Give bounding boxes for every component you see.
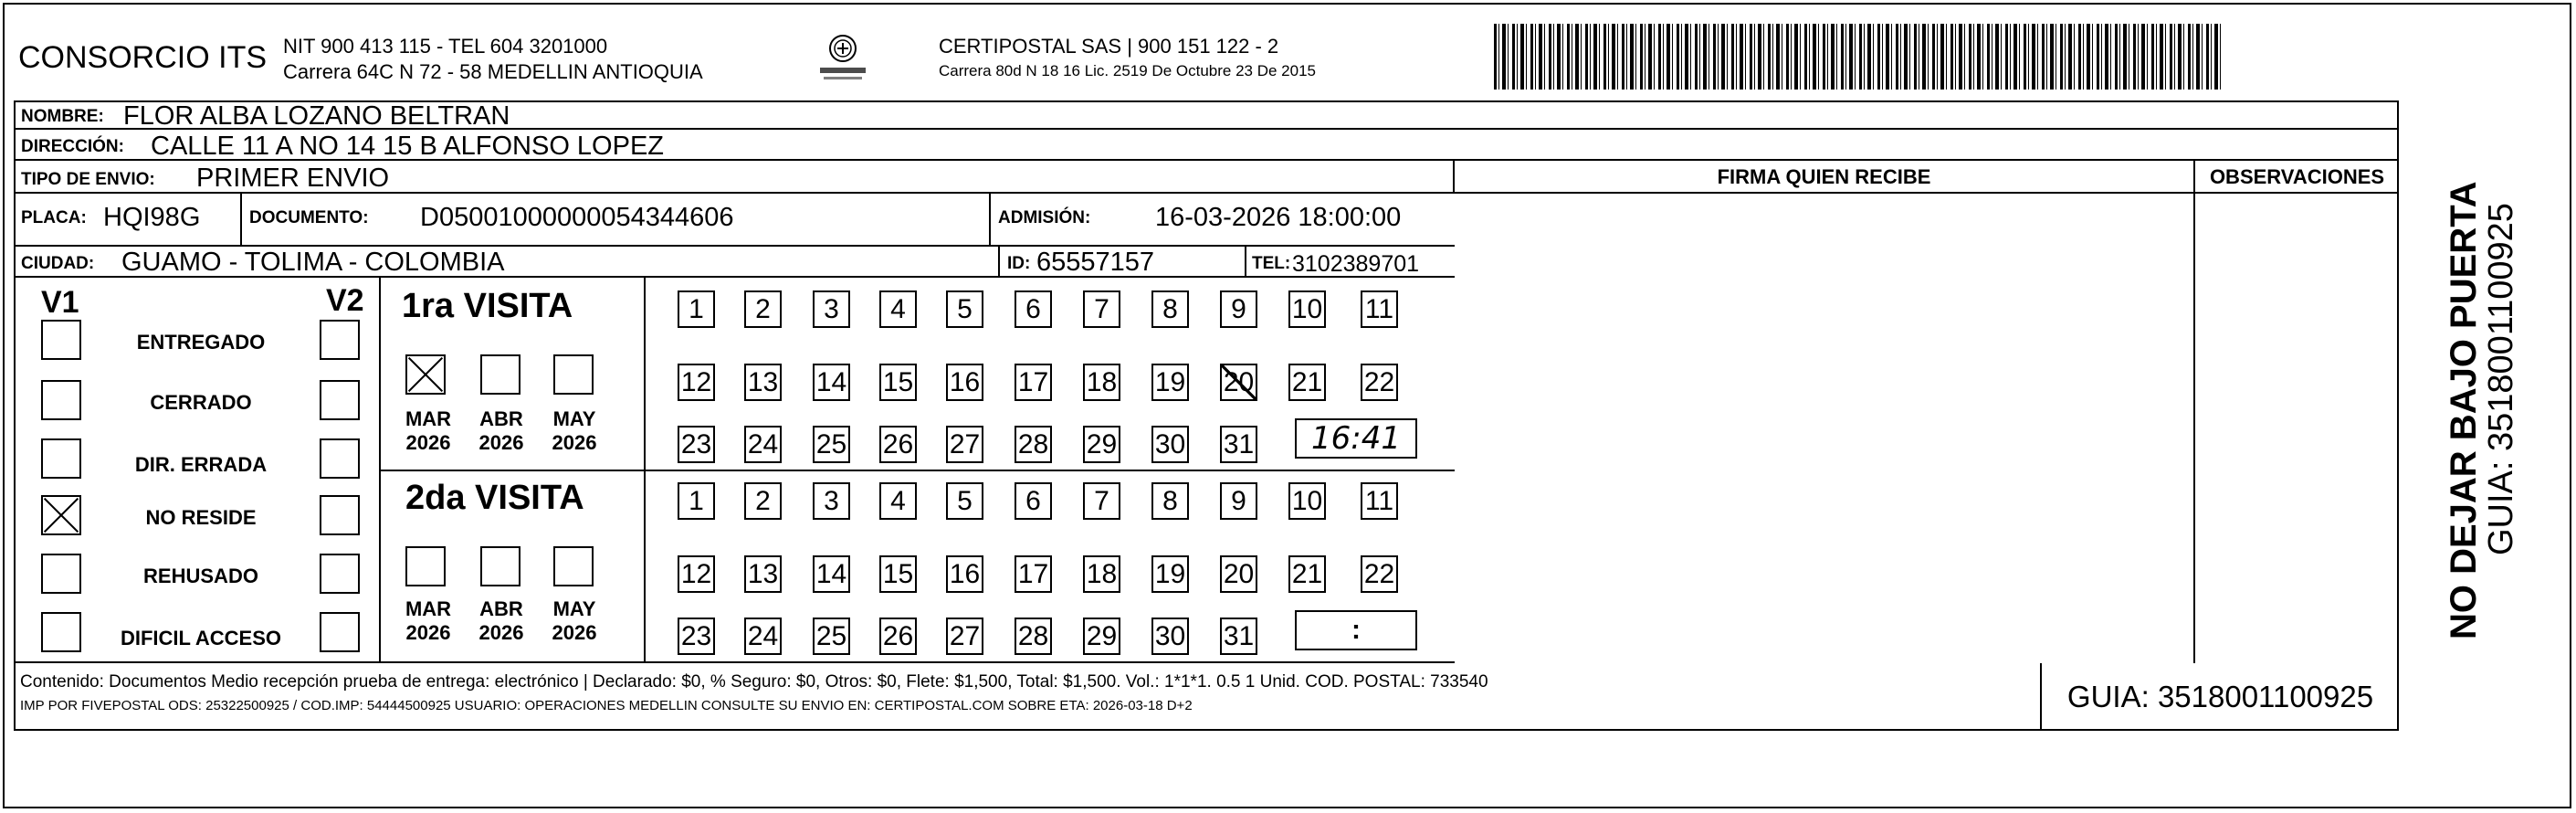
visit-2-month-abr: ABR 2026 [478, 597, 524, 644]
visit-2-day-6[interactable]: 6 [1015, 482, 1052, 520]
company-address: Carrera 64C N 72 - 58 MEDELLIN ANTIOQUIA [283, 60, 703, 83]
visit-2-day-3[interactable]: 3 [813, 482, 850, 520]
row-tipo [14, 161, 1455, 194]
v2-checkbox-rehusado[interactable] [320, 554, 360, 594]
visit-2-month-mar-checkbox[interactable] [405, 546, 446, 586]
visit-1-day-11[interactable]: 11 [1361, 290, 1398, 328]
visit-2-day-12[interactable]: 12 [678, 555, 715, 593]
visit-2-day-13[interactable]: 13 [744, 555, 782, 593]
admision-value: 16-03-2026 18:00:00 [1155, 203, 1402, 232]
visit-2-day-8[interactable]: 8 [1151, 482, 1189, 520]
placa-value: HQI98G [103, 203, 201, 232]
visit-1-day-28[interactable]: 28 [1015, 426, 1052, 463]
visit-2-day-31[interactable]: 31 [1220, 618, 1257, 655]
visit-1-day-27[interactable]: 27 [946, 426, 983, 463]
visit-2-day-7[interactable]: 7 [1083, 482, 1120, 520]
row-placa [14, 194, 1455, 247]
visit-1-day-5[interactable]: 5 [946, 290, 983, 328]
visit-2-day-5[interactable]: 5 [946, 482, 983, 520]
visit-2-day-30[interactable]: 30 [1151, 618, 1189, 655]
visit-1-month-mar: MAR 2026 [405, 407, 452, 454]
v1-checkbox-entregado[interactable] [41, 320, 81, 360]
visit-1-day-18[interactable]: 18 [1083, 364, 1120, 401]
id-value: 65557157 [1036, 248, 1155, 277]
company-nit: NIT 900 413 115 - TEL 604 3201000 [283, 35, 608, 58]
visit-2-month-abr-checkbox[interactable] [480, 546, 520, 586]
v1-checkbox-dificil-acceso[interactable] [41, 612, 81, 652]
visit-1-day-14[interactable]: 14 [813, 364, 850, 401]
visit-1-day-29[interactable]: 29 [1083, 426, 1120, 463]
visit-1-day-3[interactable]: 3 [813, 290, 850, 328]
id-label: ID: [1007, 254, 1031, 273]
firma-column [1455, 161, 2195, 663]
visit-1-day-12[interactable]: 12 [678, 364, 715, 401]
v2-checkbox-dir-errada[interactable] [320, 438, 360, 479]
nombre-value: FLOR ALBA LOZANO BELTRAN [123, 101, 510, 131]
visit-1-month-may-checkbox[interactable] [553, 354, 594, 395]
barcode [1494, 24, 2222, 90]
visit-1-day-30[interactable]: 30 [1151, 426, 1189, 463]
v2-checkbox-no-reside[interactable] [320, 495, 360, 535]
v2-checkbox-cerrado[interactable] [320, 380, 360, 420]
firma-header: FIRMA QUIEN RECIBE [1455, 161, 2193, 194]
footer-line-2: IMP POR FIVEPOSTAL ODS: 25322500925 / COD.IMP: 54444500925 USUARIO: OPERACIONES MEDELLIN CONSULTE SU ENVIO EN: CERTIPOSTAL.COM SOBRE ETA: 2026-03-18 D+2 [20, 698, 1193, 713]
visit-2-day-25[interactable]: 25 [813, 618, 850, 655]
visit-2-month-mar: MAR 2026 [405, 597, 452, 644]
visit-2-month-may: MAY 2026 [552, 597, 597, 644]
visit-2-day-14[interactable]: 14 [813, 555, 850, 593]
visit-1-day-19[interactable]: 19 [1151, 364, 1189, 401]
visit-1-month-abr-checkbox[interactable] [480, 354, 520, 395]
tipo-label: TIPO DE ENVIO: [21, 170, 155, 189]
visit-1-title: 1ra VISITA [402, 287, 573, 325]
visit-1-month-may: MAY 2026 [552, 407, 597, 454]
v1-checkbox-rehusado[interactable] [41, 554, 81, 594]
visit-1-day-7[interactable]: 7 [1083, 290, 1120, 328]
row-nombre [14, 100, 2399, 130]
v1-checkbox-dir-errada[interactable] [41, 438, 81, 479]
observaciones-column [2195, 161, 2399, 663]
visit-1-day-22[interactable]: 22 [1361, 364, 1398, 401]
v2-checkbox-dificil-acceso[interactable] [320, 612, 360, 652]
direccion-label: DIRECCIÓN: [21, 137, 124, 156]
side-warning: NO DEJAR BAJO PUERTA [2444, 181, 2484, 639]
visit-2-day-28[interactable]: 28 [1015, 618, 1052, 655]
visit-1-day-17[interactable]: 17 [1015, 364, 1052, 401]
visit-1-day-26[interactable]: 26 [879, 426, 917, 463]
visit-1-day-6[interactable]: 6 [1015, 290, 1052, 328]
v2-checkbox-entregado[interactable] [320, 320, 360, 360]
visit-1-day-10[interactable]: 10 [1288, 290, 1326, 328]
v2-label: V2 [326, 283, 364, 318]
visit-2-day-17[interactable]: 17 [1015, 555, 1052, 593]
tipo-value: PRIMER ENVIO [196, 164, 390, 193]
visit-1-day-8[interactable]: 8 [1151, 290, 1189, 328]
visit-1-day-25[interactable]: 25 [813, 426, 850, 463]
visit-1-time: 16:41 [1311, 420, 1401, 457]
status-label-entregado: ENTREGADO [136, 331, 266, 354]
placa-label: PLACA: [21, 208, 87, 227]
visit-1-day-4[interactable]: 4 [879, 290, 917, 328]
status-label-dificil-acceso: DIFICIL ACCESO [120, 627, 281, 649]
visit-2-day-19[interactable]: 19 [1151, 555, 1189, 593]
visit-2-day-26[interactable]: 26 [879, 618, 917, 655]
ciudad-value: GUAMO - TOLIMA - COLOMBIA [121, 248, 505, 277]
visit-2-time: : [1351, 615, 1361, 645]
visit-1-day-2[interactable]: 2 [744, 290, 782, 328]
visit-2-day-15[interactable]: 15 [879, 555, 917, 593]
visit-2-day-10[interactable]: 10 [1288, 482, 1326, 520]
visit-1-day-23[interactable]: 23 [678, 426, 715, 463]
status-label-no-reside: NO RESIDE [145, 506, 257, 529]
visit-2-time-box[interactable] [1295, 610, 1417, 650]
admision-label: ADMISIÓN: [998, 208, 1091, 227]
carrier-name: CERTIPOSTAL SAS | 900 151 122 - 2 [939, 35, 1279, 58]
visit-2-day-9[interactable]: 9 [1220, 482, 1257, 520]
observaciones-header: OBSERVACIONES [2195, 161, 2399, 194]
visit-1-day-9[interactable]: 9 [1220, 290, 1257, 328]
visit-1-day-16[interactable]: 16 [946, 364, 983, 401]
visit-2-day-22[interactable]: 22 [1361, 555, 1398, 593]
visit-1-month-mar-checkbox[interactable] [405, 354, 446, 395]
status-label-rehusado: REHUSADO [143, 565, 258, 587]
nombre-label: NOMBRE: [21, 107, 104, 126]
visit-2-day-1[interactable]: 1 [678, 482, 715, 520]
visit-2-day-29[interactable]: 29 [1083, 618, 1120, 655]
visit-2-day-21[interactable]: 21 [1288, 555, 1326, 593]
visit-2-month-may-checkbox[interactable] [553, 546, 594, 586]
footer-guia-box [2040, 663, 2399, 731]
visit-1-day-31[interactable]: 31 [1220, 426, 1257, 463]
visit-1-day-24[interactable]: 24 [744, 426, 782, 463]
documento-label: DOCUMENTO: [249, 208, 369, 227]
side-guia: GUIA: 3518001100925 [2482, 203, 2520, 555]
direccion-value: CALLE 11 A NO 14 15 B ALFONSO LOPEZ [151, 132, 665, 161]
visit-1-month-abr: ABR 2026 [478, 407, 524, 454]
footer-guia: GUIA: 3518001100925 [2066, 680, 2374, 713]
v1-checkbox-cerrado[interactable] [41, 380, 81, 420]
row-ciudad [14, 247, 1455, 278]
tel-label: TEL: [1252, 254, 1291, 273]
visit-1-time-box[interactable] [1295, 418, 1417, 459]
visit-2-title: 2da VISITA [405, 479, 584, 517]
visit-2-day-20[interactable]: 20 [1220, 555, 1257, 593]
visit-1-day-20[interactable]: 20 [1220, 364, 1257, 401]
visit-1-day-1[interactable]: 1 [678, 290, 715, 328]
carrier-address: Carrera 80d N 18 16 Lic. 2519 De Octubre 23 De 2015 [939, 62, 1316, 79]
footer-line-1: Contenido: Documentos Medio recepción prueba de entrega: electrónico | Declarado: $0, % Seguro: $0, Otros: $0, Flete: $1,500, Total: $1,500. Vol.: 1*1*1. 0.5 1 Unid. COD. POSTAL: 733540 [20, 672, 1488, 692]
company-name: CONSORCIO ITS [18, 40, 268, 75]
visit-2-day-4[interactable]: 4 [879, 482, 917, 520]
visit-2-day-24[interactable]: 24 [744, 618, 782, 655]
visit-1-day-21[interactable]: 21 [1288, 364, 1326, 401]
v1-label: V1 [41, 285, 79, 320]
ciudad-label: CIUDAD: [21, 254, 95, 273]
visit-2-day-23[interactable]: 23 [678, 618, 715, 655]
row-direccion [14, 130, 2399, 161]
documento-value: D05001000000054344606 [420, 203, 734, 232]
visit-2-day-18[interactable]: 18 [1083, 555, 1120, 593]
visit-2-day-11[interactable]: 11 [1361, 482, 1398, 520]
certipostal-logo [818, 33, 867, 84]
status-label-cerrado: CERRADO [150, 391, 252, 414]
visit-1-day-13[interactable]: 13 [744, 364, 782, 401]
visit-2-day-2[interactable]: 2 [744, 482, 782, 520]
visit-1-day-15[interactable]: 15 [879, 364, 917, 401]
visit-2-day-27[interactable]: 27 [946, 618, 983, 655]
status-label-dir-errada: DIR. ERRADA [134, 453, 268, 476]
visit-2-day-16[interactable]: 16 [946, 555, 983, 593]
tel-value: 3102389701 [1292, 251, 1420, 277]
v1-checkbox-no-reside[interactable] [41, 495, 81, 535]
